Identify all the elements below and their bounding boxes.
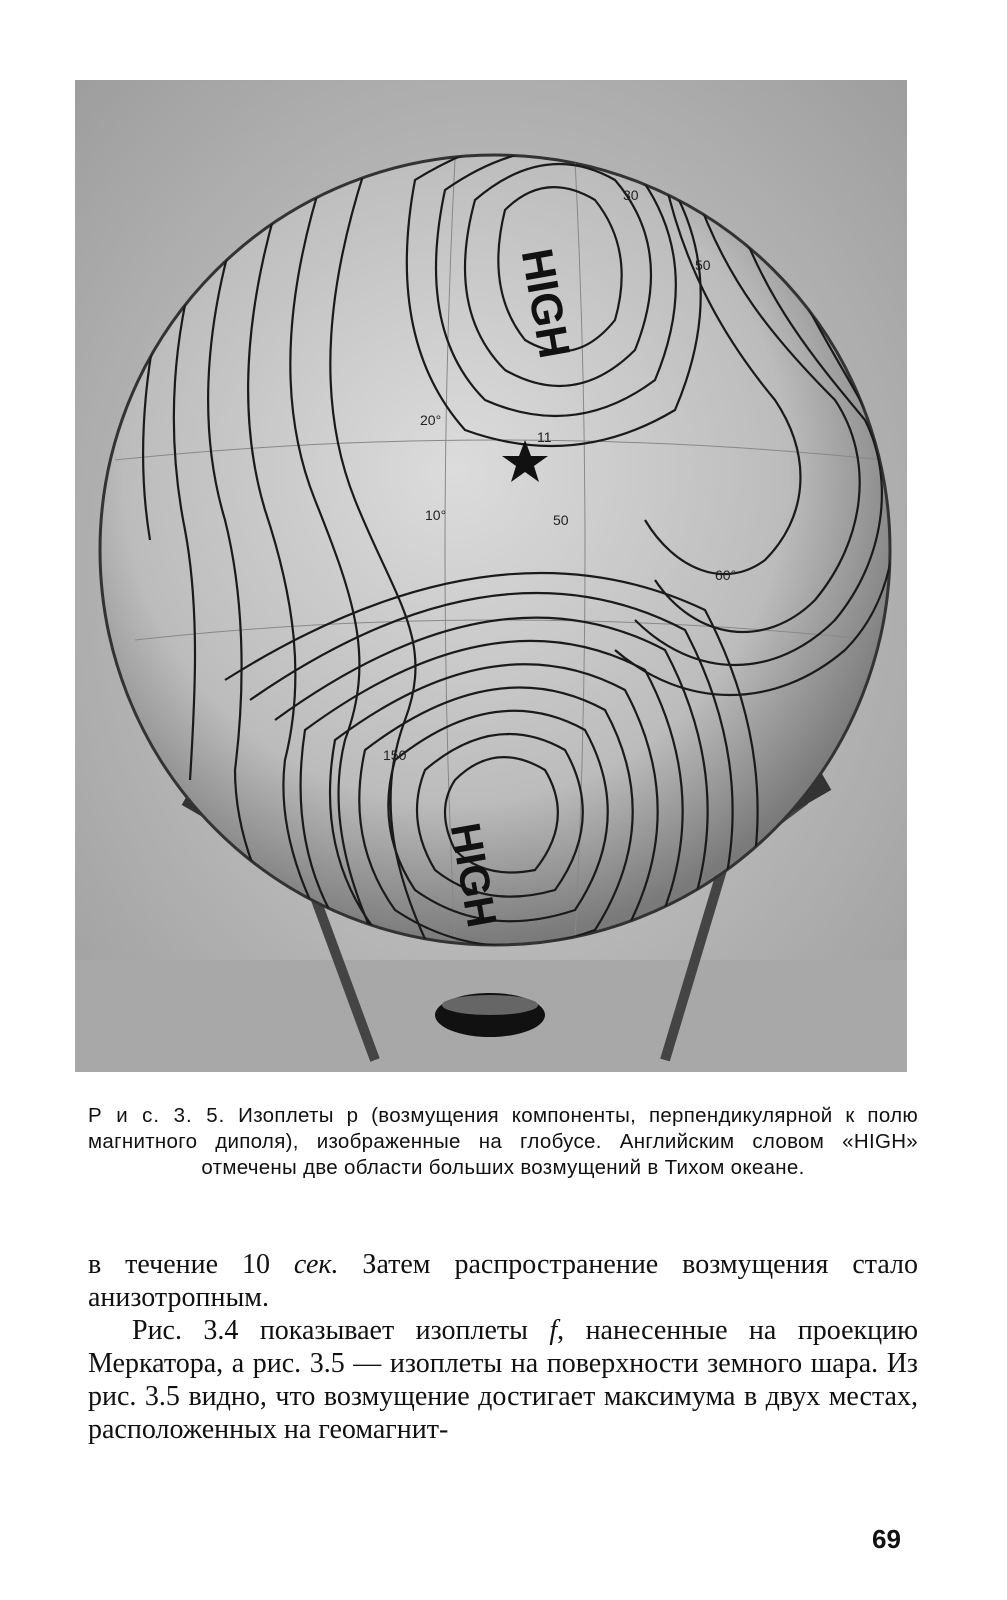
high-label-bottom: HIGH — [441, 819, 507, 931]
contour-label-30: 30 — [623, 187, 639, 203]
globe-sphere — [100, 155, 890, 945]
figure-caption — [88, 1103, 918, 1181]
contour-label-11: 11 — [537, 429, 552, 445]
contour-label-50b: 50 — [695, 257, 711, 273]
p1-end: Затем распространение возмущения стало анизотропным. — [88, 1249, 919, 1313]
body-text — [88, 1248, 918, 1446]
page-number: 69 — [872, 1524, 901, 1554]
contour-label-60: 60° — [715, 567, 737, 583]
contour-label-50: 50 — [553, 512, 569, 528]
caption-lead: Р и с. 3. 5. — [88, 1104, 226, 1127]
p1-start: в течение 10 — [88, 1249, 294, 1280]
globe-photo — [75, 80, 907, 1072]
p2-end: , нанесенные на проекцию Меркатора, а рис. 3.5 — изоплеты на поверхности земного шара. Из рис. 3.5 видно, что возмущение достигает максимума в двух местах, расположенных на геомагнит- — [88, 1315, 918, 1445]
high-label-top: HIGH — [511, 245, 579, 362]
p2-start: Рис. 3.4 показывает изоплеты — [132, 1315, 550, 1346]
contour-label-20: 20° — [420, 412, 442, 428]
paragraph-2 — [88, 1314, 918, 1446]
contour-label-150: 150 — [383, 747, 407, 763]
caption-text: Изоплеты p (возмущения компоненты, перпендикулярной к полю магнитного диполя), изображенные на глобусе. Английским словом «HIGH» отмечены две области больших возмущений в Тихом океане. — [88, 1104, 919, 1179]
contour-label-10: 10° — [425, 507, 447, 523]
globe-figure — [75, 80, 907, 1072]
p1-em: сек. — [293, 1249, 339, 1280]
p2-em: f — [549, 1315, 558, 1346]
paragraph-1 — [88, 1248, 918, 1314]
